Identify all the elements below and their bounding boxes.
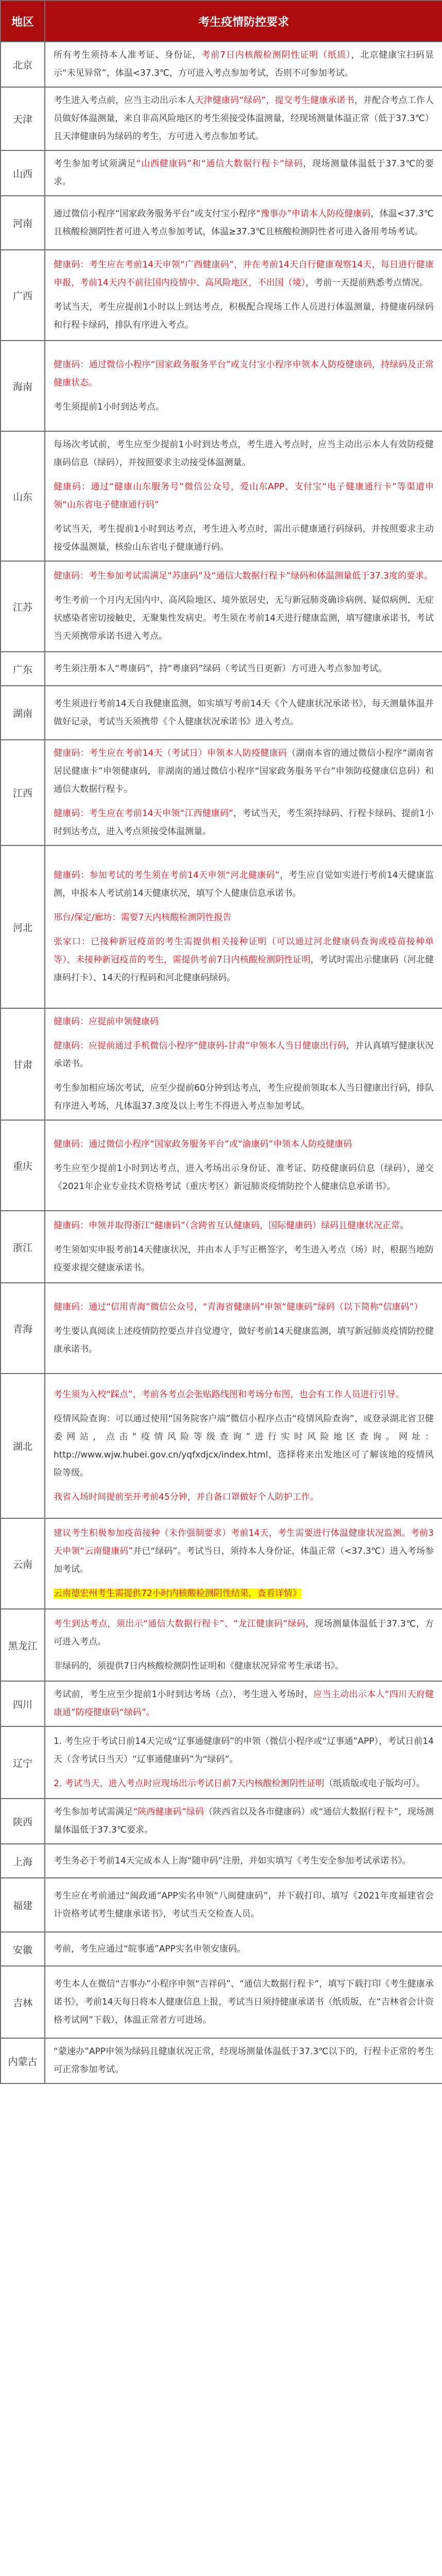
emphasized-text: 考前3天申领“云南健康码”	[54, 1528, 434, 1556]
body-text: 考前，考生应通过“皖事通”APP实名申领安康码。	[54, 1943, 246, 1954]
requirement-cell	[45, 2038, 442, 2083]
requirement-paragraph	[54, 1657, 434, 1675]
region-cell: 上海	[1, 1844, 45, 1878]
region-cell: 天津	[1, 87, 45, 150]
body-text: （陕西省以及各市健康码）或“通信大数据行程卡”，现场测量体温低于37.3℃要求。	[54, 1807, 434, 1835]
emphasized-text: 考生到达考点，须出示“通信大数据行程卡”、“龙江健康码”绿码	[54, 1618, 306, 1629]
requirement-cell	[45, 1518, 442, 1609]
region-cell: 湖北	[1, 1374, 45, 1518]
requirement-cell	[45, 1681, 442, 1726]
requirement-paragraph	[54, 92, 434, 146]
table-row	[1, 1374, 442, 1518]
requirement-paragraph	[54, 1037, 434, 1073]
table-row	[1, 1799, 442, 1844]
emphasized-text: 健康码：通过微信小程序“国家政务服务平台”或“渝康码”申领本人防疫健康码	[54, 1139, 352, 1149]
table-row	[1, 1726, 442, 1799]
body-text: 考生务必于考前14天完成本人上海“随申码”注册，并如实填写《考生安全参加考试承诺书》。	[54, 1855, 411, 1866]
region-cell: 甘肃	[1, 1008, 45, 1120]
body-text: 考生须进行考前14天自我健康监测，如实填写考前14天《个人健康状况承诺书》，每天测量体温并做好记录，考试当天须携带《个人健康状况承诺书》进入考点。	[54, 698, 434, 727]
region-cell: 山东	[1, 431, 45, 561]
table-row	[1, 196, 442, 250]
requirement-cell	[45, 431, 442, 561]
body-text: ，考试时需出示健康码（河北健康码打卡）、14天的行程码和河北健康码绿码。	[54, 955, 434, 983]
region-cell: 浙江	[1, 1211, 45, 1283]
requirement-paragraph	[54, 2043, 434, 2079]
requirement-paragraph	[54, 1887, 434, 1923]
body-text: （纸质版或电子版均可）。	[324, 1778, 425, 1789]
body-text: 考生须如实申报考前14天健康状况，并由本人手写正楷签字，考生进入考点（场）时，根据当地防疫要求提交健康承诺书。	[54, 1244, 434, 1273]
emphasized-text: 我省入场时间提前至开考前45分钟，并自备口罩做好个人防护工作。	[54, 1492, 319, 1502]
requirement-cell	[45, 686, 442, 740]
emphasized-text: 健康码：通过“信用青海”微信公众号，“青海省健康码”申领“健康码”绿码（以下简称“信康码”）	[54, 1301, 423, 1312]
requirement-cell	[45, 845, 442, 1008]
body-text: 考生进入考点前，应当主动出示本人	[54, 95, 195, 106]
body-text: 非绿码的，须提供7日内核酸检测阴性证明和《健康状况异常考生承诺书》。	[54, 1660, 344, 1671]
body-text: ，北京健康宝扫码显示“未见异常”，体温<37.3℃，方可进入考点参加考试，否则不可参加考试。	[54, 50, 434, 78]
requirement-cell	[45, 1799, 442, 1844]
requirement-cell	[45, 1966, 442, 2038]
requirement-paragraph	[54, 478, 434, 514]
emphasized-text: 邢台/保定/廊坊：需要7天内核酸检测阴性报告	[54, 912, 232, 923]
table-row	[1, 561, 442, 652]
requirement-paragraph	[54, 1298, 434, 1316]
body-text: 通过微信小程序“国家政务服务平台”或支付宝小程序	[54, 208, 257, 219]
emphasized-text: 健康码：应提前申领健康码	[54, 1016, 159, 1027]
body-text: 1. 考生应于考试日前14天完成“辽事通健康码”的申领（微信小程序或“辽事通”APP），考试日前14天（含考试日当天）“辽事通健康码”为“绿码”。	[54, 1736, 434, 1765]
requirement-paragraph	[54, 1386, 434, 1404]
body-text: 考生应在考前通过“闽政通”APP实名申领“八闽健康码”，并下载打印、填写《2021年度福建省会计资格考试考生健康承诺书》，考试当天交检查人员。	[54, 1890, 434, 1919]
requirement-cell	[45, 250, 442, 341]
requirement-cell	[45, 652, 442, 686]
requirement-cell	[45, 1283, 442, 1374]
body-text: ，考前一天提前熟悉考点情况。	[305, 278, 429, 288]
requirement-paragraph	[54, 436, 434, 472]
region-cell: 青海	[1, 1283, 45, 1374]
emphasized-text: 考前14天，考生需要进行体温健康状况监测。	[231, 1528, 411, 1538]
requirement-cell	[45, 1008, 442, 1120]
table-row	[1, 1932, 442, 1966]
region-cell: 广西	[1, 250, 45, 341]
requirement-paragraph	[54, 591, 434, 646]
region-column-header: 地区	[1, 1, 45, 42]
body-text: 考生要认真阅读上述疫情防控要点并自觉遵守，做好考前14天健康监测，填写新冠肺炎疫情防控健康承诺书。	[54, 1326, 434, 1354]
body-text: 考生参加相应场次考试，应至少提前60分钟到达考点，考生应提前领取本人当日健康出行码，排队有序进入考场，凡体温37.3度及以上考生不得进入考点参加考试。	[54, 1083, 434, 1111]
emphasized-text: 应当主动出示本人“四川天府健康通”防疫健康码“绿码”。	[54, 1689, 434, 1718]
region-cell: 江西	[1, 740, 45, 845]
requirement-paragraph	[54, 1940, 434, 1958]
body-text: ，并配合考点工作人员做好体温测量，来自非高风险地区的考生须接受体温测量，经现场测量体温正常（低于37.3℃）且天津健康码为绿码的考生，方可进入考点参加考试。	[54, 95, 434, 142]
table-row	[1, 1609, 442, 1681]
region-cell: 安徽	[1, 1932, 45, 1966]
table-row	[1, 1878, 442, 1932]
body-text: （湖南本省的通过微信小程序“湖南省居民健康卡”申领健康码，非湖南的通过微信小程序“国家政务服务平台”申领防疫健康信息码）和通信大数据行程卡。	[54, 748, 434, 794]
region-cell: 广东	[1, 652, 45, 686]
table-row	[1, 250, 442, 341]
requirement-paragraph	[54, 933, 434, 987]
requirement-cell	[45, 1844, 442, 1878]
body-text: 考生应至少提前1小时到达考点，进入考场出示身份证、准考证、防疫健康码信息（绿码），递交《2021年企业专业技术资格考试（重庆考区）新冠肺炎疫情防控个人健康信息承诺书》。	[54, 1163, 434, 1192]
emphasized-text: 未接种新冠疫苗的	[75, 955, 146, 965]
body-text: 。	[400, 1220, 409, 1231]
emphasized-text: 天津健康码“绿码”，提交考生健康承诺书	[195, 95, 354, 106]
emphasized-text: 健康码：考生参加考试需满足“苏康码”及“通信大数据行程卡”绿码和体温测量低于37.3度的要求。	[54, 571, 433, 581]
body-text: ，现场测量体温低于37.3℃的要求。	[54, 159, 434, 187]
body-text: 考生须提前1小时到达考点。	[54, 401, 164, 412]
region-cell: 江苏	[1, 561, 45, 652]
requirement-cell	[45, 1609, 442, 1681]
table-row	[1, 740, 442, 845]
body-text: 考试当天，考生提前1小时到达考点，考生进入考点时，需出示健康通行码绿码，并按照要求主动接受体温测量，核验山东省电子健康通行码。	[54, 524, 434, 552]
table-row	[1, 1120, 442, 1211]
table-row	[1, 1518, 442, 1609]
region-cell: 陕西	[1, 1799, 45, 1844]
region-cell: 河南	[1, 196, 45, 250]
body-text: “蒙速办”APP申领为绿码且健康状况正常，经现场测量体温低于37.3℃以下的，行程卡正常的考生可正常参加考试。	[54, 2046, 434, 2075]
emphasized-text: 考生，需提供考前7日内核酸检测阴性证明	[146, 955, 311, 965]
region-cell: 湖南	[1, 686, 45, 740]
requirement-cell	[45, 1726, 442, 1799]
emphasized-text: 健康码：考生应在考前14天（考试日）申领本人防疫健康码	[54, 748, 287, 758]
requirement-cell	[45, 341, 442, 431]
body-text: 考生考前一个月内无国内中、高风险地区、境外旅居史，无与新冠肺炎确诊病例、疑似病例、无症状感染者密切接触史，无聚集性发病史。考生须在考前14天进行健康监测，填写健康承诺书，考试当天须携带承诺书进入考点。	[54, 595, 434, 641]
table-row	[1, 686, 442, 740]
requirement-paragraph	[54, 1686, 434, 1722]
requirement-paragraph	[54, 205, 434, 241]
emphasized-text: “豫事办”申请本人防疫健康码	[256, 208, 371, 219]
emphasized-text: 健康码：考生应在考前14天申领“江西健康码”	[54, 808, 233, 819]
requirement-paragraph	[54, 567, 434, 585]
table-header-row	[1, 1, 442, 42]
body-text: 考试前，考生应至少提前1小时到达考场（点），考生进入考场时，	[54, 1689, 314, 1700]
region-cell: 辽宁	[1, 1726, 45, 1799]
requirement-paragraph	[54, 1241, 434, 1277]
body-text: 疫情风险查询：可以通过使用“国务院客户端”微信小程序点击“疫情风险查询”，或登录湖北省卫健委网站，点击“疫情风险等级查询”进行实时风险地区查询。网址：http://www.wjw.hubei.gov.cn/yqfxdjcx/index.html，选择将来出发地区可了解该地的疫情风险等级。	[54, 1413, 434, 1478]
requirement-paragraph	[54, 1615, 434, 1651]
requirement-paragraph	[54, 1524, 434, 1579]
body-text: 考生参加考试需满足	[54, 1807, 133, 1817]
table-row	[1, 1844, 442, 1878]
region-cell: 海南	[1, 341, 45, 431]
requirement-paragraph	[54, 1160, 434, 1196]
body-text: ，考生应自觉如实进行考前14天健康监测，申报本人考试前14天健康状况，填写个人健康信息承诺书。	[54, 870, 434, 899]
highlighted-notice-text: 云南德宏州考生需提供72小时内核酸检测阴性结果，查看详情》	[54, 1588, 301, 1599]
requirement-cell	[45, 740, 442, 845]
table-row	[1, 652, 442, 686]
requirement-paragraph	[54, 155, 434, 191]
requirement-paragraph	[54, 1852, 434, 1870]
requirement-cell	[45, 1120, 442, 1211]
requirement-paragraph	[54, 1803, 434, 1839]
requirement-paragraph	[54, 398, 434, 416]
requirement-cell	[45, 561, 442, 652]
requirement-paragraph	[54, 46, 434, 82]
table-row	[1, 1966, 442, 2038]
region-cell: 云南	[1, 1518, 45, 1609]
requirement-cell	[45, 1211, 442, 1283]
emphasized-text: 健康码：申领并取得浙江“健康码”（含跨省互认健康码，国际健康码）绿码且健康状况正常	[54, 1220, 400, 1231]
requirement-paragraph	[54, 660, 434, 678]
body-text: 所有考生须持本人准考证、身份证，	[54, 50, 202, 60]
emphasized-text: 考前7日内核酸检测阴性证明（纸质）	[201, 50, 351, 60]
body-text: ，现场测量体温低于37.3℃，方可进入考点。	[54, 1618, 434, 1647]
body-text: ，并认真填写健康状况承诺书。	[54, 1041, 434, 1069]
requirement-paragraph	[54, 867, 434, 903]
region-cell: 北京	[1, 42, 45, 87]
body-text: 每场次考试前，考生应至少提前1小时到达考点，考生进入考点时，应当主动出示本人有效防疫健康码信息（绿码），并按照要求主动接受体温测量。	[54, 439, 434, 468]
requirement-paragraph	[54, 695, 434, 731]
body-text: 考生参加考试须满足	[54, 159, 137, 169]
requirement-paragraph	[54, 356, 434, 392]
body-text: 考生须注册本人“粤康码”，持“粤康码”绿码（考试当日更新）方可进入考点参加考试。	[54, 663, 387, 674]
table-row	[1, 150, 442, 196]
requirement-paragraph	[54, 909, 434, 927]
table-row	[1, 431, 442, 561]
requirement-paragraph	[54, 1079, 434, 1115]
emphasized-text: “陕西健康码”绿码	[133, 1807, 204, 1817]
requirement-paragraph	[54, 298, 434, 334]
emphasized-text: 健康码：考生应在考前14天申领“广西健康码”，并在考前14天自行健康观察14天，每日进行健康申报	[54, 260, 434, 288]
body-text: ，体温<37.3℃且核酸检测阴性者可进入考点参加考试，体温≥37.3℃且核酸检测阴性者可进入备用考场考试。	[54, 208, 434, 237]
table-row	[1, 87, 442, 150]
requirement-paragraph	[54, 1323, 434, 1359]
requirement-paragraph	[54, 1975, 434, 2029]
requirement-cell	[45, 87, 442, 150]
emphasized-text: 健康码：参加考试的考生须在考前14天申领“河北健康码”	[54, 870, 280, 880]
emphasized-text: 健康码：通过“健康山东服务号”微信公众号，爱山东APP、支付宝“电子健康通行卡”等渠道申领“山东省电子健康通行码”	[54, 482, 434, 510]
table-row	[1, 845, 442, 1008]
emphasized-text: ，考前14天内不前往国内疫情中、高风险地区，不出国（境）	[71, 278, 306, 288]
requirement-cell	[45, 150, 442, 196]
body-text: 并已“绿码”。考试当日，须持本人身份证，体温正常（<37.3℃）进入考场参加考试。	[54, 1546, 434, 1574]
requirement-paragraph	[54, 744, 434, 799]
emphasized-text: 考生须为入校“踩点”，考前各考点会张贴路线图和考场分布图，也会有工作人员进行引导。	[54, 1389, 404, 1400]
region-cell: 河北	[1, 845, 45, 1008]
requirement-paragraph	[54, 1410, 434, 1482]
requirement-cell	[45, 196, 442, 250]
table-row	[1, 1008, 442, 1120]
emphasized-text: 张家口：已接种新冠疫苗的考生需提供相关接种证明（可以通过河北健康码查询或疫苗接种单等），	[54, 937, 434, 965]
region-cell: 福建	[1, 1878, 45, 1932]
region-cell: 内蒙古	[1, 2038, 45, 2083]
requirement-paragraph	[54, 805, 434, 841]
table-row	[1, 42, 442, 87]
emphasized-text: “山西健康码”和“通信大数据行程卡”绿码	[136, 159, 303, 169]
requirement-paragraph	[54, 1013, 434, 1031]
requirement-paragraph	[54, 1217, 434, 1235]
requirement-column-header: 考生疫情防控要求	[45, 1, 442, 42]
table-row	[1, 2038, 442, 2083]
requirement-paragraph	[54, 520, 434, 556]
requirement-paragraph	[54, 1585, 434, 1603]
table-row	[1, 1283, 442, 1374]
requirement-paragraph	[54, 1136, 434, 1154]
requirement-cell	[45, 1932, 442, 1966]
requirement-paragraph	[54, 1488, 434, 1506]
region-cell: 吉林	[1, 1966, 45, 2038]
emphasized-text: 2. 考试当天，进入考点时应现场出示	[54, 1778, 196, 1789]
body-text: 考生本人在微信“吉事办”小程序申领“吉祥码”、“通信大数据行程卡”，填写下载打印《考生健康承诺书》，考前14天每日将本人健康信息上报，考试当日须持健康承诺书（纸质版，在“吉林省会计资格考试网”下载），体温正常者方可进场。	[54, 1978, 434, 2025]
table-row	[1, 341, 442, 431]
body-text: 考试当天，考生应提前1小时以上到达考点，积极配合现场工作人员进行体温测量，持健康码绿码和行程卡绿码，排队有序进入考点。	[54, 302, 434, 330]
emphasized-text: 考试日前7天内核酸检测阴性证明	[196, 1778, 325, 1789]
region-cell: 四川	[1, 1681, 45, 1726]
region-cell: 黑龙江	[1, 1609, 45, 1681]
requirement-paragraph	[54, 256, 434, 292]
table-row	[1, 1211, 442, 1283]
requirement-paragraph	[54, 1733, 434, 1769]
requirement-paragraph	[54, 1775, 434, 1793]
region-cell: 重庆	[1, 1120, 45, 1211]
table-row	[1, 1681, 442, 1726]
requirement-cell	[45, 1878, 442, 1932]
emphasized-text: 健康码：通过微信小程序“国家政务服务平台”或支付宝小程序申领本人防疫健康码，持绿码及正常健康状态。	[54, 359, 434, 388]
region-cell: 山西	[1, 150, 45, 196]
emphasized-text: 健康码：应提前通过手机微信小程序“健康码-甘肃”申领本人当日健康出行码	[54, 1041, 346, 1051]
requirement-cell	[45, 1374, 442, 1518]
emphasized-text: 建议考生积极参加疫苗接种（未作强制要求）	[54, 1528, 231, 1538]
body-text: ，考试当天，考生须持绿码、行程卡绿码、提前1小时到达考点，进入考点须接受体温测量。	[54, 808, 434, 837]
requirement-cell	[45, 42, 442, 87]
